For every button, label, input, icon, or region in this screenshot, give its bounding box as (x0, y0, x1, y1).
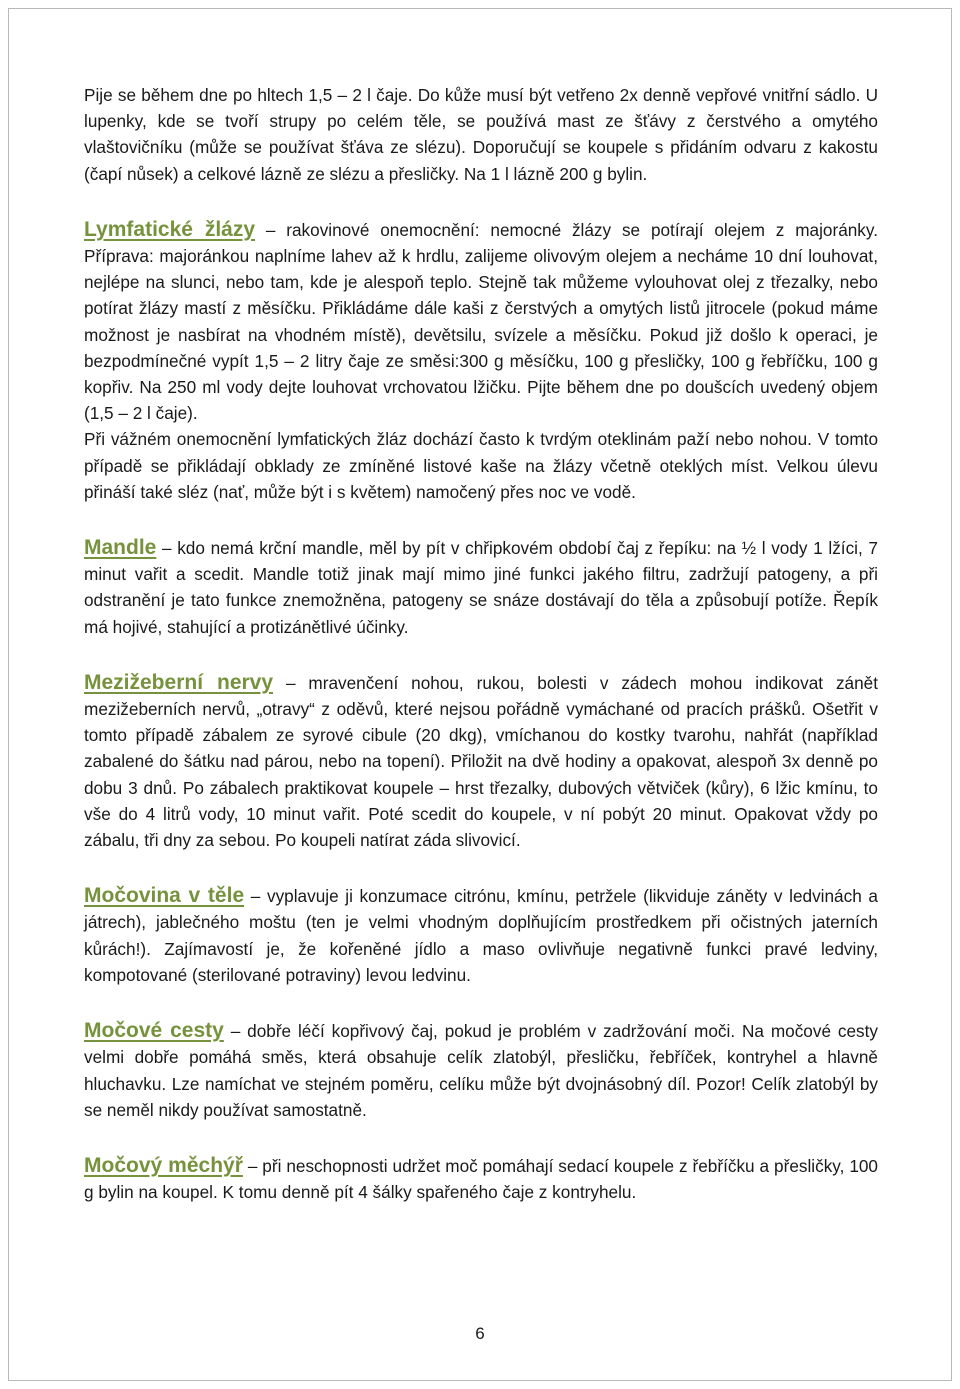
section-lymfaticke-zlazy (84, 217, 878, 427)
section-mocovy-mechyr (84, 1153, 878, 1205)
page-number: 6 (475, 1324, 485, 1343)
section-mocovina-v-tele (84, 883, 878, 988)
section-text: – dobře léčí kopřivový čaj, pokud je problém v zadržování moči. Na močové cesty velmi dobře pomáhá směs, která obsahuje celík zlatobýl, přesličku, řebříček, kontryhel a hlavně hluchavku. Lze namíchat ve stejném poměru, celíku může být dvojnásobný díl. Pozor! Celík zlatobýl by se neměl nikdy používat samostatně. (84, 1021, 879, 1120)
intro-paragraph: Pije se během dne po hltech 1,5 – 2 l čaje. Do kůže musí být vetřeno 2x denně vepřové vnitřní sádlo. U lupenky, kde se tvoří strupy po celém těle, se používá mast ze šťávy z čerstvého a omytého vlaštovičníku (může se používat šťáva ze slézu). Doporučují se koupele s přidáním odvaru z kakostu (čapí nůsek) a celkové lázně ze slézu a přesličky. Na 1 l lázně 200 g bylin. (84, 85, 878, 184)
section-text: – při neschopnosti udržet moč pomáhají sedací koupele z řebříčku a přesličky, 100 g bylin na koupel. K tomu denně pít 4 šálky spařeného čaje z kontryhelu. (84, 1155, 878, 1203)
section-mandle (84, 535, 878, 640)
section-heading: Mandle (84, 536, 157, 560)
section-text: – rakovinové onemocnění: nemocné žlázy se potírají olejem z majoránky. Příprava: majoránkou naplníme lahev až k hrdlu, zalijeme olivovým olejem a necháme 10 dní louhovat, nejlépe na slunci, nebo tam, kde je alespoň teplo. Stejně tak můžeme vylouhovat olej z třezalky, nebo potírat žlázy mastí z měsíčku. Přikládáme dále kaši z čerstvých a omytých listů jitrocele (pokud máme možnost je nasbírat na vhodném místě), devětsilu, svízele a měsíčku. Pokud již došlo k operaci, je bezpodmínečné vypít 1,5 – 2 litry čaje ze směsi:300 g měsíčku, 100 g přesličky, 100 g řebříčku, 100 g kopřiv. Na 250 ml vody dejte louhovat vrchovatou lžičku. Pijte během dne po doušcích uvedený objem (1,5 – 2 l čaje). (84, 219, 878, 424)
page-content (84, 82, 878, 1205)
section-mezizeberni-nervy (84, 670, 878, 853)
section-extra-paragraph: Při vážném onemocnění lymfatických žláz dochází často k tvrdým oteklinám paží nebo nohou. V tomto případě se přikládají obklady ze zmíněné listové kaše na žlázy včetně oteklých míst. Velkou úlevu přináší také sléz (nať, může být i s květem) namočený přes noc ve vodě. (84, 429, 878, 502)
section-text: – mravenčení nohou, rukou, bolesti v zádech mohou indikovat zánět mezižeberních nervů, „otravy“ z oděvů, které nejsou pořádně vymáchané od pracích prášků. Ošetřit v tomto případě zábalem ze syrové cibule (20 dkg), vmíchanou do kostky tvarohu, nahřát (například zabalené do šátku nad párou, nebo na topení). Přiložit na dvě hodiny a opakovat, alespoň 3x denně po dobu 3 dnů. Po zábalech praktikovat koupele – hrst třezalky, dubových větviček (kůry), 6 lžic kmínu, to vše do 4 litrů vody, 10 minut vařit. Poté scedit do koupele, v ní pobýt 20 minut. Opakovat vždy po zábalu, tři dny za sebou. Po koupeli natírat záda slivovicí. (84, 672, 878, 851)
section-heading: Močové cesty (84, 1019, 224, 1043)
section-text: – vyplavuje ji konzumace citrónu, kmínu, petržele (likviduje záněty v ledvinách a játrech), jablečného moštu (ten je velmi vhodným doplňujícím prostředkem při očistných jaterních kůrách!). Zajímavostí je, že kořeněné jídlo a maso ovlivňuje negativně funkci pravé ledviny, kompotované (sterilované potraviny) levou ledvinu. (84, 886, 878, 985)
section-heading: Močovina v těle (84, 884, 245, 908)
section-heading: Mezižeberní nervy (84, 670, 274, 694)
section-heading: Lymfatické žlázy (84, 217, 256, 241)
section-heading: Močový měchýř (84, 1153, 243, 1177)
section-mocove-cesty (84, 1018, 878, 1123)
section-text: – kdo nemá krční mandle, měl by pít v chřipkovém období čaj z řepíku: na ½ l vody 1 lžíci, 7 minut vařit a scedit. Mandle totiž jinak mají mimo jiné funkci jakého filtru, zadržují patogeny, a při odstranění je tato funkce znemožněna, patogeny se snáze dostávají do těla a způsobují potíže. Řepík má hojivé, stahující a protizánětlivé účinky. (84, 538, 878, 637)
